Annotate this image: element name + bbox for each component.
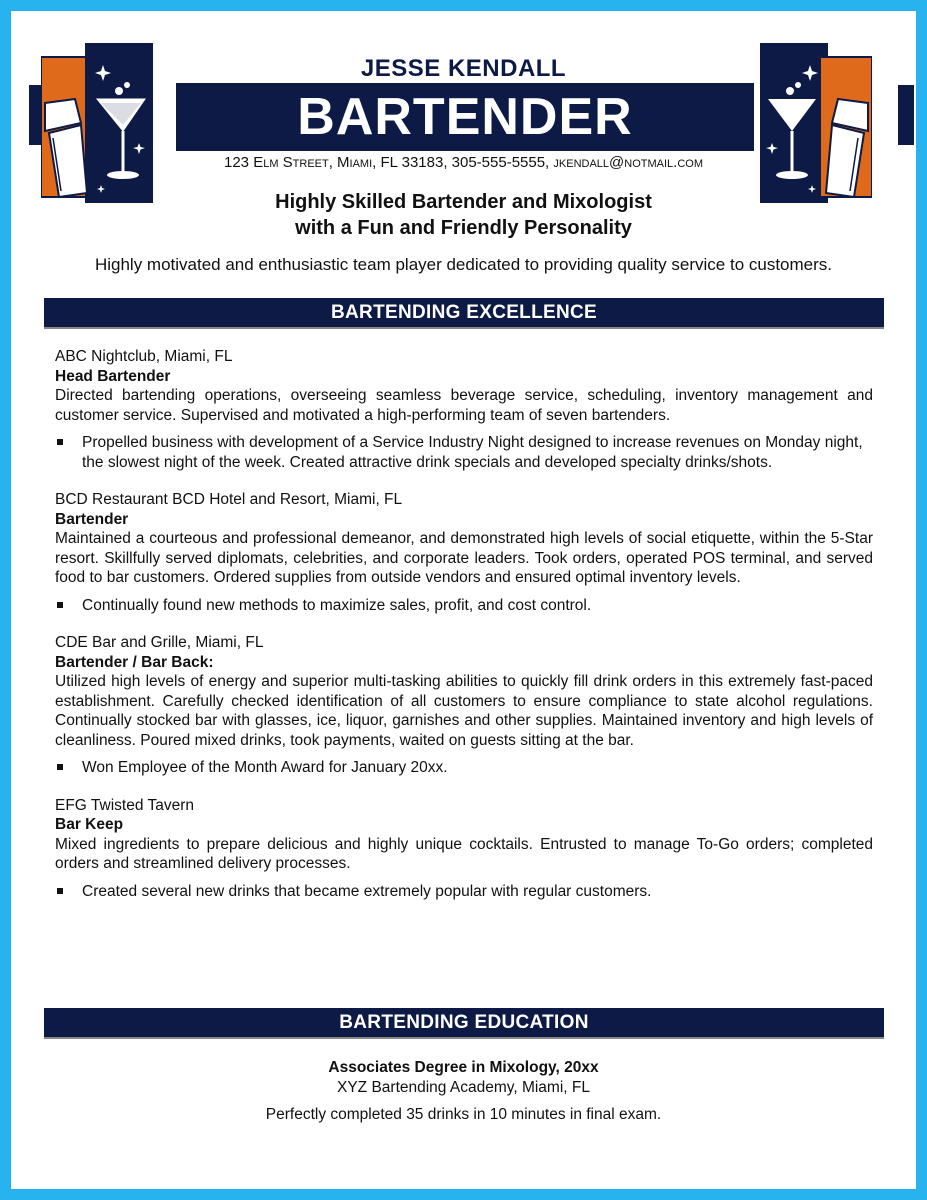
job-employer: ABC Nightclub, Miami, FL	[55, 348, 233, 365]
job-title-banner	[176, 83, 754, 151]
experience-list	[55, 347, 873, 919]
education-school: XYZ Bartending Academy, Miami, FL	[337, 1078, 590, 1096]
job-entry	[55, 796, 873, 902]
job-title: BARTENDER	[297, 88, 633, 146]
education-note: Perfectly completed 35 drinks in 10 minutes in final exam.	[265, 1106, 662, 1123]
job-bullet-text: Continually found new methods to maximize sales, profit, and cost control.	[82, 596, 592, 614]
headline-line-2: with a Fun and Friendly Personality	[295, 217, 632, 239]
job-bullet	[55, 758, 873, 778]
job-entry	[55, 347, 873, 472]
job-employer: BCD Restaurant BCD Hotel and Resort, Miami, FL	[55, 491, 403, 508]
job-bullet	[55, 882, 873, 902]
bullet-square-icon	[57, 888, 63, 894]
bullet-square-icon	[57, 602, 63, 608]
job-bullet	[55, 433, 873, 472]
job-role: Bar Keep	[55, 816, 124, 833]
resume-page	[11, 11, 916, 1189]
cocktail-logo-left	[41, 43, 153, 203]
job-description: Directed bartending operations, overseeing seamless beverage service, scheduling, inventory management and customer service. Supervised and motivated a high-performing team of seven bartenders.	[55, 387, 873, 424]
job-bullet-text: Created several new drinks that became extremely popular with regular customers.	[82, 882, 652, 900]
experience-heading: BARTENDING EXCELLENCE	[331, 301, 597, 323]
job-employer: CDE Bar and Grille, Miami, FL	[55, 634, 264, 651]
experience-heading-bar	[44, 298, 884, 329]
job-bullet	[55, 596, 873, 616]
job-role: Bartender / Bar Back:	[55, 653, 214, 671]
job-bullet-text: Won Employee of the Month Award for January 20xx.	[82, 759, 448, 776]
contact-info: 123 Elm Street, Miami, FL 33183, 305-555-5555, jkendall@notmail.com	[224, 154, 703, 171]
education-heading-bar	[44, 1008, 884, 1039]
candidate-name: JESSE KENDALL	[360, 55, 567, 82]
job-description: Utilized high levels of energy and superior multi-tasking abilities to quickly fill drink orders in this extremely fast-paced establishment. Carefully checked identification of all customers to ensure compliance to state alcohol regulations. Continually stocked bar with glasses, ice, liquor, garnishes and other supplies. Maintained inventory and high levels of cleanliness. Poured mixed drinks, took payments, waited on guests sitting at the bar.	[55, 673, 873, 749]
job-role: Head Bartender	[55, 367, 171, 385]
job-bullet-text: Propelled business with development of a Service Industry Night designed to increase revenues on Monday night, the slowest night of the week. Created attractive drink specials and developed specialty drinks/shots.	[82, 434, 863, 471]
job-description: Mixed ingredients to prepare delicious and highly unique cocktails. Entrusted to manage To-Go orders; completed orders and streamlined delivery processes.	[55, 835, 873, 872]
education-block	[31, 1058, 896, 1125]
bullet-square-icon	[57, 764, 63, 770]
job-entry	[55, 490, 873, 615]
headline-line-1: Highly Skilled Bartender and Mixologist	[275, 191, 652, 213]
cocktail-shaker-icon	[41, 43, 153, 203]
job-description: Maintained a courteous and professional demeanor, and demonstrated high levels of social etiquette, within the 5-Star resort. Skillfully served diplomats, celebrities, and corporate leaders. Took orders, operated POS terminal, and served food to bar customers. Ordered supplies from outside vendors and ensured optimal inventory levels.	[55, 530, 873, 586]
job-role: Bartender	[55, 510, 129, 528]
header-side-bar-right	[898, 85, 914, 145]
education-degree: Associates Degree in Mixology, 20xx	[328, 1059, 599, 1076]
bullet-square-icon	[57, 439, 63, 445]
job-entry	[55, 633, 873, 778]
summary: Highly motivated and enthusiastic team player dedicated to providing quality service to customers.	[94, 255, 833, 274]
job-employer: EFG Twisted Tavern	[55, 796, 194, 814]
cocktail-logo-right	[760, 43, 872, 203]
martini-glass-icon	[760, 43, 872, 203]
education-heading: BARTENDING EDUCATION	[339, 1011, 589, 1033]
headline	[151, 189, 776, 241]
